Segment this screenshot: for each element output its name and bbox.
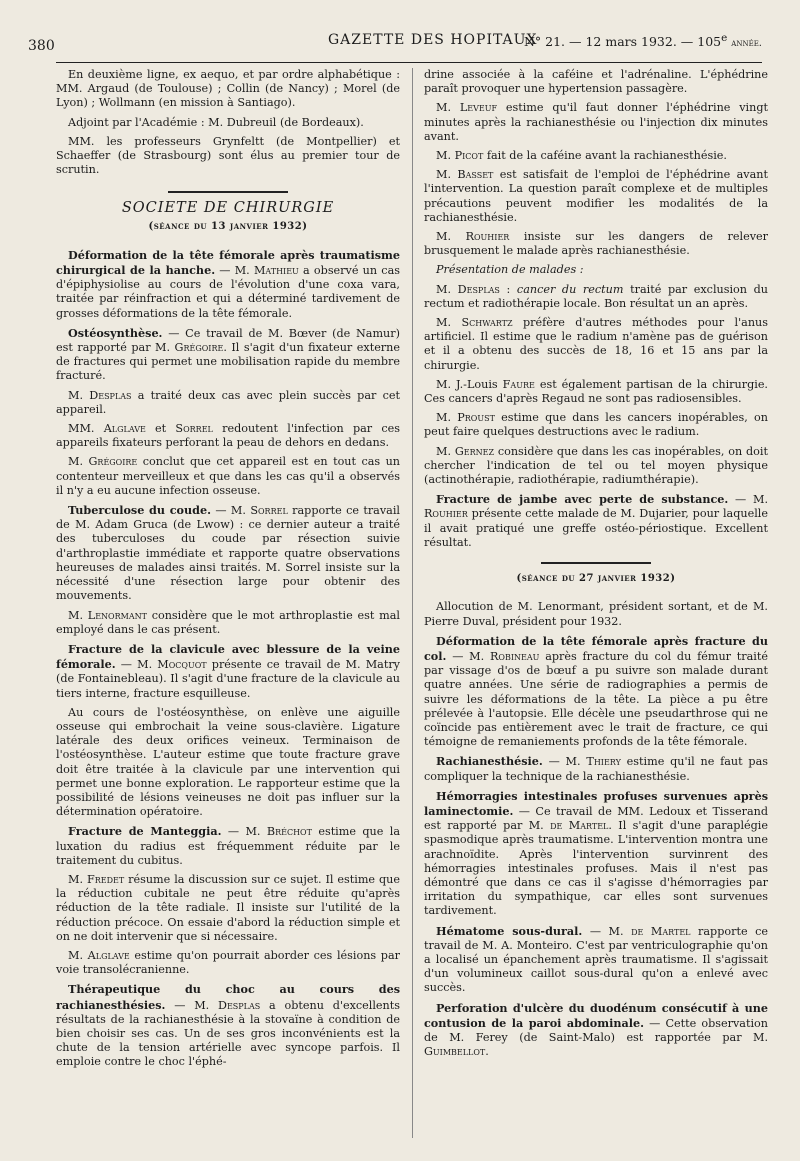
report-paragraph: MM. Alglave et Sorrel redoutent l'infection par ces appareils fixateurs perforant la peau de dehors en dedans. (56, 422, 401, 450)
report-paragraph: drine associée à la caféine et l'adrénaline. L'éphédrine paraît provoquer une hypertension passagère. (424, 68, 768, 96)
report-paragraph: Tuberculose du coude. — M. Sorrel rapporte ce travail de M. Adam Gruca (de Lwow) : ce dernier auteur a traité des tuberculoses du coude par résection suivie d'arthroplastie immédiate et rapporte quatre observations heureuses de malades ainsi traités. M. Sorrel insiste sur la nécessité d'une résection large pour obtenir des mouvements. (56, 503, 401, 603)
report-paragraph: Allocution de M. Lenormant, président sortant, et de M. Pierre Duval, président pour 1932. (424, 600, 768, 628)
report-paragraph: M. Proust estime que dans les cancers inopérables, on peut faire quelques destructions avec le radium. (424, 411, 768, 439)
report-paragraph: M. Leveuf estime qu'il faut donner l'éphédrine vingt minutes après la rachianesthésie ou l'injection dix minutes avant. (424, 101, 768, 143)
report-paragraph: Déformation de la tête fémorale après fracture du col. — M. Robineau après fracture du col du fémur traité par vissage d'os de bœuf a pu suivre son malade durant quatre années. Une série de radiographies a permis de suivre les déformations de la tête. La pièce a pu être prélevée à l'autopsie. Elle décèle une pseudarthrose qui ne coïncide pas entièrement avec le trait de fracture, ce qui témoigne de remaniements profonds de la tête fémorale. (424, 633, 769, 749)
report-paragraph: M. Desplas : cancer du rectum traité par exclusion du rectum et radiothérapie locale. Bon résultat un an après. (424, 282, 768, 310)
page-header (28, 20, 762, 56)
report-paragraph: M. Picot fait de la caféine avant la rachianesthésie. (436, 149, 727, 163)
section-rule (541, 562, 651, 564)
report-paragraph: Déformation de la tête fémorale après traumatisme chirurgical de la hanche. — M. Mathieu a observé un cas d'épiphysiolise au cours de l'évolution d'une coxa vara, traitée par réinfraction et qui a déterminé tardivement de grosses déformations de la tête fémorale. (56, 247, 400, 320)
section-rule (168, 191, 288, 193)
report-paragraph: Perforation d'ulcère du duodénum consécutif à une contusion de la paroi abdominale. — Cette observation de M. Ferey (de Saint-Malo) est rapportée par M. Guimbellot. (424, 1000, 768, 1059)
left-column (56, 68, 400, 1075)
intro-paragraph: MM. les professeurs Grynfeltt (de Montpellier) et Schaeffer (de Strasbourg) sont élus au premier tour de scrutin. (56, 134, 400, 177)
header-rule (56, 62, 762, 63)
report-paragraph: M. Fredet résume la discussion sur ce sujet. Il estime que la réduction cubitale ne peut être réduite qu'après réduction de la tête radiale. Il insiste sur l'utilité de la réduction précoce. On essaie d'abord la réduction simple et on ne doit intervenir que si nécessaire. (56, 872, 400, 943)
intro-paragraph: En deuxième ligne, ex aequo, et par ordre alphabétique : MM. Argaud (de Toulouse) ; Collin (de Nancy) ; Morel (de Lyon) ; Wollmann (en mission à Santiago). (56, 68, 400, 110)
report-paragraph: M. Grégoire conclut que cet appareil est en tout cas un contenteur merveilleux et que dans les cas qu'il a observés il n'y a eu aucune infection osseuse. (56, 455, 401, 497)
report-paragraph: Fracture de Manteggia. — M. Bréchot estime que la luxation du radius est fréquemment réduite par le traitement du cubitus. (56, 824, 400, 867)
page-number: 380 (28, 38, 55, 54)
issue-info: N° 21. — 12 mars 1932. — 105e année. (523, 32, 762, 50)
report-paragraph: M. Basset est satisfait de l'emploi de l'éphédrine avant l'intervention. La question paraît complexe et de multiples précautions peuvent modifier les modalités de la rachianesthésie. (424, 168, 768, 224)
report-paragraph: M. Desplas a traité deux cas avec plein succès par cet appareil. (56, 388, 400, 416)
column-divider (412, 68, 413, 1138)
right-column (424, 68, 768, 1064)
report-paragraph: M. Lenormant considère que le mot arthroplastie est mal employé dans le cas présent. (56, 608, 400, 636)
report-paragraph: Hématome sous-dural. — M. de Martel rapporte ce travail de M. A. Monteiro. C'est par ventriculographie qu'on a localisé un épanchement après traumatisme. Il s'agissait d'un volumineux caillot sous-dural qu'on a enlevé avec succès. (424, 923, 768, 995)
seance-date: (séance du 13 janvier 1932) (148, 220, 308, 232)
report-paragraph: M. Schwartz préfère d'autres méthodes pour l'anus artificiel. Il estime que le radium n'amène pas de guérison et il a obtenu des succès de 18, 16 et 15 ans par la chirurgie. (424, 316, 768, 372)
intro-paragraph: Adjoint par l'Académie : M. Dubreuil (de Bordeaux). (68, 115, 364, 129)
report-paragraph: Au cours de l'ostéosynthèse, on enlève une aiguille osseuse qui embrochait la veine sous-clavière. Ligature latérale des deux orifices veineux. Terminaison de l'ostéosynthèse. L'auteur estime que toute fracture grave doit être traitée à la clavicule par une intervention qui permet une bonne exploration. Le rapporteur estime que la possibilité de lésions veineuses ne doit pas influer sur la détermination opératoire. (56, 705, 400, 819)
report-paragraph: M. Alglave estime qu'on pourrait aborder ces lésions par voie transolécranienne. (56, 948, 400, 977)
society-title: SOCIETE DE CHIRURGIE (121, 200, 335, 217)
report-paragraph: Thérapeutique du choc au cours des rachianesthésies. — M. Desplas a obtenu d'excellents résultats de la rachianesthésie à la stovaïne à condition de bien choisir ses cas. Un de ses gros inconvénients est la chute de la tension artérielle avec syncope parfois. Il emploie contre le choc l'éphé- (56, 982, 400, 1069)
report-paragraph: Ostéosynthèse. — Ce travail de M. Bœver (de Namur) est rapporté par M. Grégoire. Il s'agit d'un fixateur externe de fractures qui permet une mobilisation rapide du membre fracturé. (56, 325, 400, 383)
report-paragraph: Rachianesthésie. — M. Thiery estime qu'il ne faut pas compliquer la technique de la rachianesthésie. (424, 754, 768, 783)
report-paragraph: M. Gernez considère que dans les cas inopérables, on doit chercher l'indication de tel ou tel moyen physique (actinothérapie, radiothérapie, radiumthérapie). (424, 444, 768, 487)
report-paragraph: M. Rouhier insiste sur les dangers de relever brusquement le malade après rachianesthésie. (424, 230, 768, 258)
report-paragraph: M. J.-Louis Faure est également partisan de la chirurgie. Ces cancers d'après Regaud ne sont pas radiosensibles. (424, 377, 768, 406)
report-paragraph: Hémorragies intestinales profuses survenues après laminectomie. — Ce travail de MM. Ledoux et Tisserand est rapporté par M. de Martel. Il s'agit d'une paraplégie spasmodique après traumatisme. L'intervention montra une arachnoïdite. Après l'intervention survinrent des hémorragies intestinales profuses. Mais il n'est pas démontré que dans ce cas il s'agisse d'hémorragies par irritation du sympathique, car elles sont survenues tardivement. (424, 788, 769, 918)
journal-title: GAZETTE DES HOPITAUX (328, 32, 538, 48)
report-paragraph: Fracture de jambe avec perte de substance. — M. Rouhier présente cette malade de M. Dujarier, pour laquelle il avait pratiqué une greffe ostéo-périostique. Excellent résultat. (424, 492, 768, 549)
report-paragraph: Fracture de la clavicule avec blessure de la veine fémorale. — M. Mocquot présente ce travail de M. Matry (de Fontainebleau). Il s'agit d'une fracture de la clavicule au tiers interne, fracture esquilleuse. (56, 641, 400, 700)
presentation-heading: Présentation de malades : (436, 263, 584, 277)
seance-date: (séance du 27 janvier 1932) (516, 573, 676, 585)
